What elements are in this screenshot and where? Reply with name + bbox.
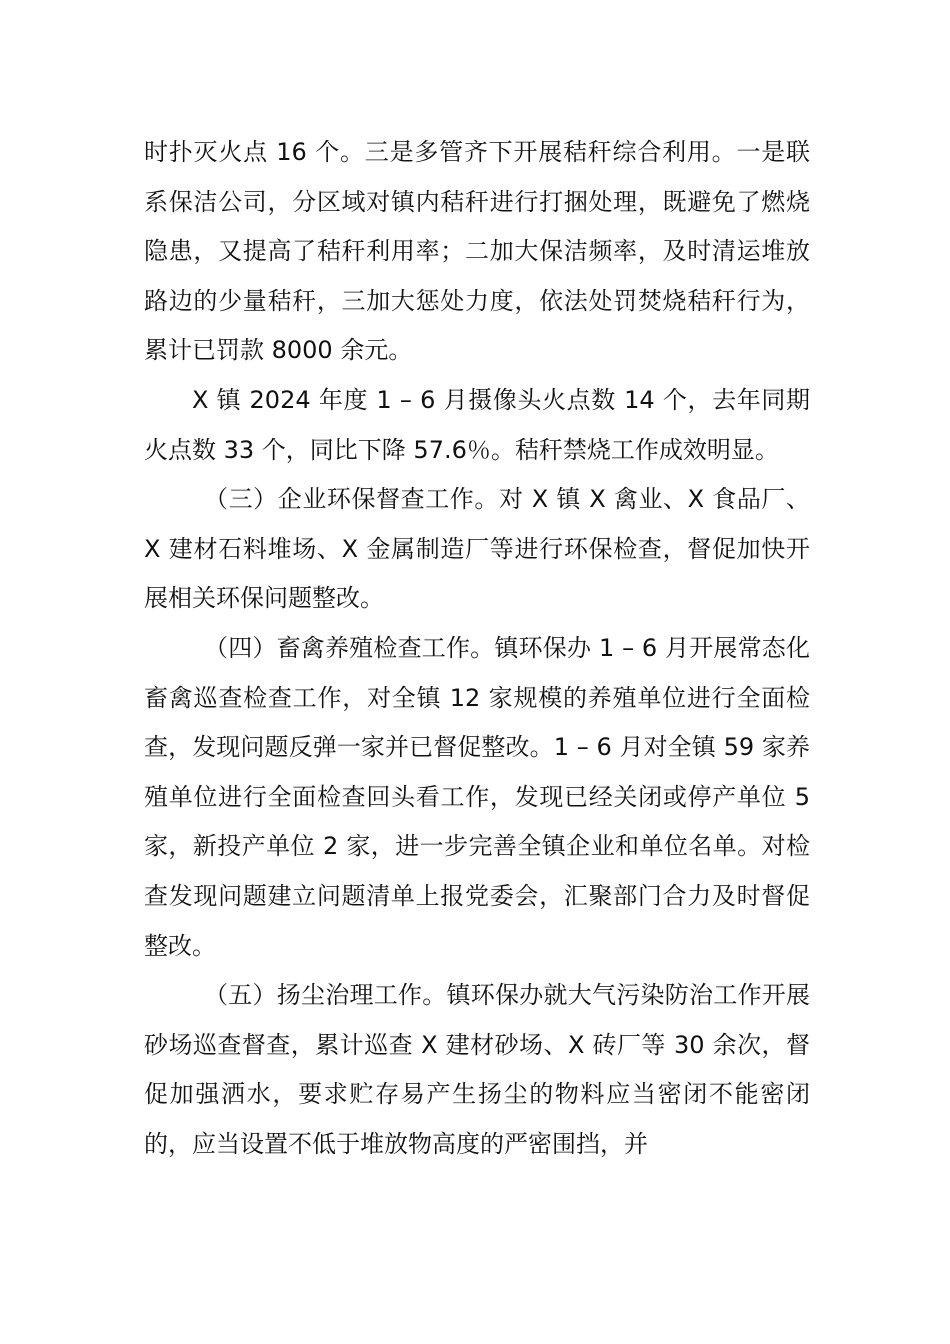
paragraph-dust-control: （五）扬尘治理工作。镇环保办就大气污染防治工作开展砂场巡查督查，累计巡查 X 建材砂场、X 砖厂等 30 余次，督促加强洒水，要求贮存易产生扬尘的物料应当密闭不能密闭的，应当设置不低于堆放物高度的严密围挡，并	[144, 981, 810, 1158]
paragraph-livestock-inspection: （四）畜禽养殖检查工作。镇环保办 1 – 6 月开展常态化畜禽巡查检查工作，对全镇 12 家规模的养殖单位进行全面检查，发现问题反弹一家并已督促整改。1 – 6 月对全镇 59 家养殖单位进行全面检查回头看工作，发现已经关闭或停产单位 5 家，新投产单位 2 家，进一步完善全镇企业和单位名单。对检查发现问题建立问题清单上报党委会，汇聚部门合力及时督促整改。	[144, 633, 818, 960]
paragraph-enterprise-inspection: （三）企业环保督查工作。对 X 镇 X 禽业、X 食品厂、X 建材石料堆场、X 金属制造厂等进行环保检查，督促加快开展相关环保问题整改。	[144, 485, 810, 613]
paragraph-straw-utilization: 时扑灭火点 16 个。三是多管齐下开展秸秆综合利用。一是联系保洁公司，分区域对镇内秸秆进行打捆处理，既避免了燃烧隐患，又提高了秸秆利用率；二加大保洁频率，及时清运堆放路边的少量秸秆，三加大惩处力度，依法处罚焚烧秸秆行为，累计已罚款 8000 余元。	[144, 138, 810, 365]
document-body	[144, 128, 818, 1169]
paragraph-fire-point-statistics: X 镇 2024 年度 1 – 6 月摄像头火点数 14 个，去年同期火点数 33 个，同比下降 57.6％。秸秆禁烧工作成效明显。	[144, 385, 810, 464]
